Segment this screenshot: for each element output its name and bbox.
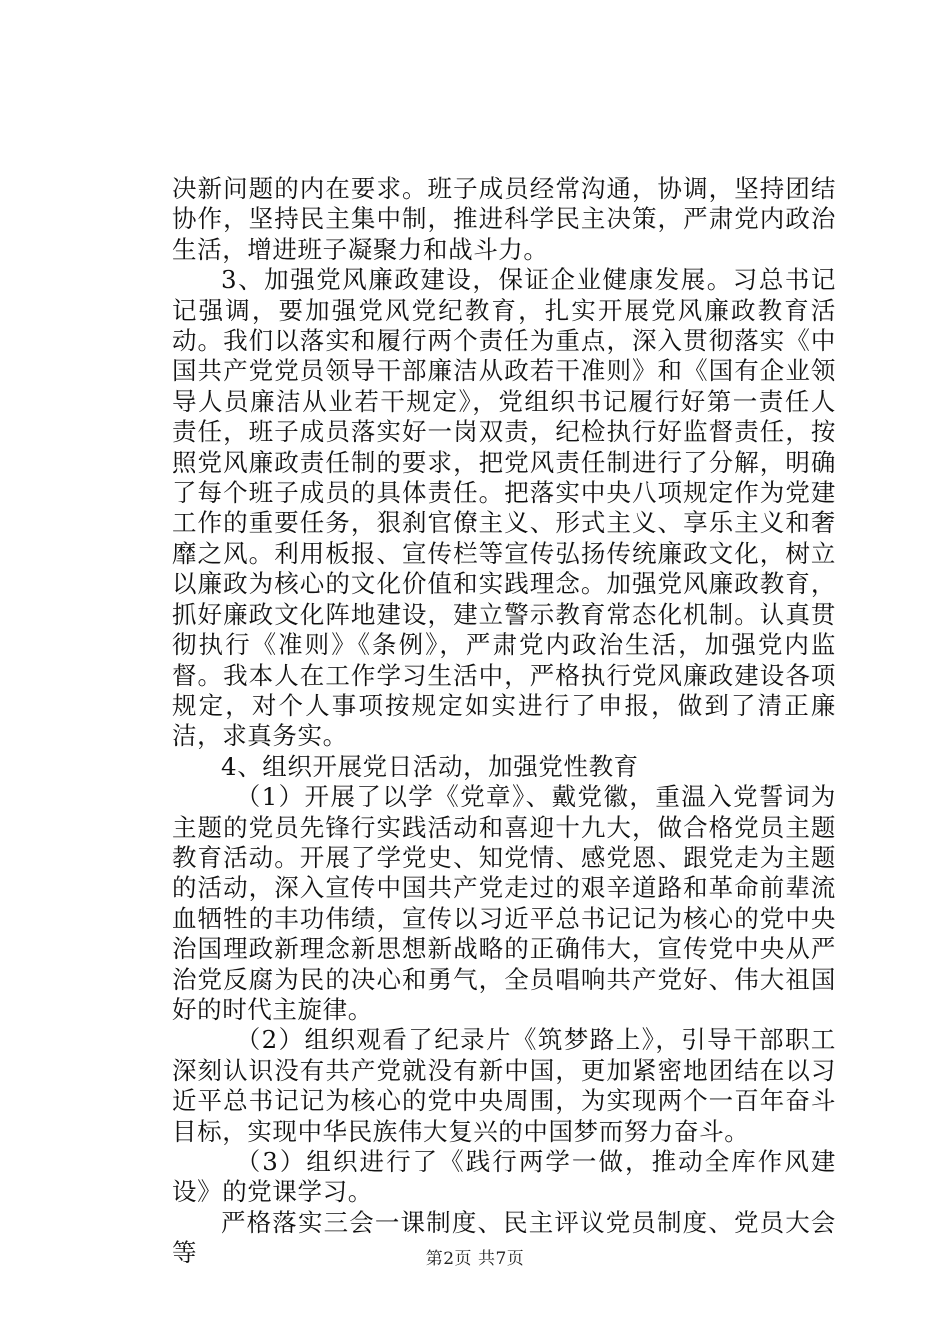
page-number-footer: 第2页 共7页 bbox=[425, 1249, 525, 1269]
paragraph-closing: 严格落实三会一课制度、民主评议党员制度、党员大会等 bbox=[172, 1207, 836, 1268]
paragraph-continuation: 决新问题的内在要求。班子成员经常沟通，协调，坚持团结协作，坚持民主集中制，推进科学民主决策，严肃党内政治生活，增进班子凝聚力和战斗力。 bbox=[172, 174, 836, 264]
paragraph-item-1: （1）开展了以学《党章》、戴党徽，重温入党誓词为主题的党员先锋行实践活动和喜迎十九大，做合格党员主题教育活动。开展了学党史、知党情、感党恩、跟党走为主题的活动，深入宣传中国共产党走过的艰辛道路和革命前辈流血牺牲的丰功伟绩，宣传以习近平总书记记为核心的党中央治国理政新理念新思想新战略的正确伟大，宣传党中央从严治党反腐为民的决心和勇气，全员唱响共产党好、伟大祖国好的时代主旋律。 bbox=[172, 782, 836, 1024]
paragraph-item-3: （3）组织进行了《践行两学一做，推动全库作风建设》的党课学习。 bbox=[172, 1147, 836, 1207]
paragraph-section-3: 3、加强党风廉政建设，保证企业健康发展。习总书记记强调，要加强党风党纪教育，扎实开展党风廉政教育活动。我们以落实和履行两个责任为重点，深入贯彻落实《中国共产党党员领导干部廉洁从政若干准则》和《国有企业领导人员廉洁从业若干规定》，党组织书记履行好第一责任人责任，班子成员落实好一岗双责，纪检执行好监督责任，按照党风廉政责任制的要求，把党风责任制进行了分解，明确了每个班子成员的具体责任。把落实中央八项规定作为党建工作的重要任务，狠刹官僚主义、形式主义、享乐主义和奢靡之风。利用板报、宣传栏等宣传弘扬传统廉政文化，树立以廉政为核心的文化价值和实践理念。加强党风廉政教育，抓好廉政文化阵地建设，建立警示教育常态化机制。认真贯彻执行《准则》《条例》，严肃党内政治生活，加强党内监督。我本人在工作学习生活中，严格执行党风廉政建设各项规定，对个人事项按规定如实进行了申报，做到了清正廉洁，求真务实。 bbox=[172, 265, 836, 751]
document-body bbox=[172, 174, 836, 1269]
paragraph-section-4-heading: 4、组织开展党日活动，加强党性教育 bbox=[221, 751, 639, 781]
paragraph-item-2: （2）组织观看了纪录片《筑梦路上》，引导干部职工深刻认识没有共产党就没有新中国，更加紧密地团结在以习近平总书记记为核心的党中央周围，为实现两个一百年奋斗目标，实现中华民族伟大复兴的中国梦而努力奋斗。 bbox=[172, 1025, 836, 1146]
